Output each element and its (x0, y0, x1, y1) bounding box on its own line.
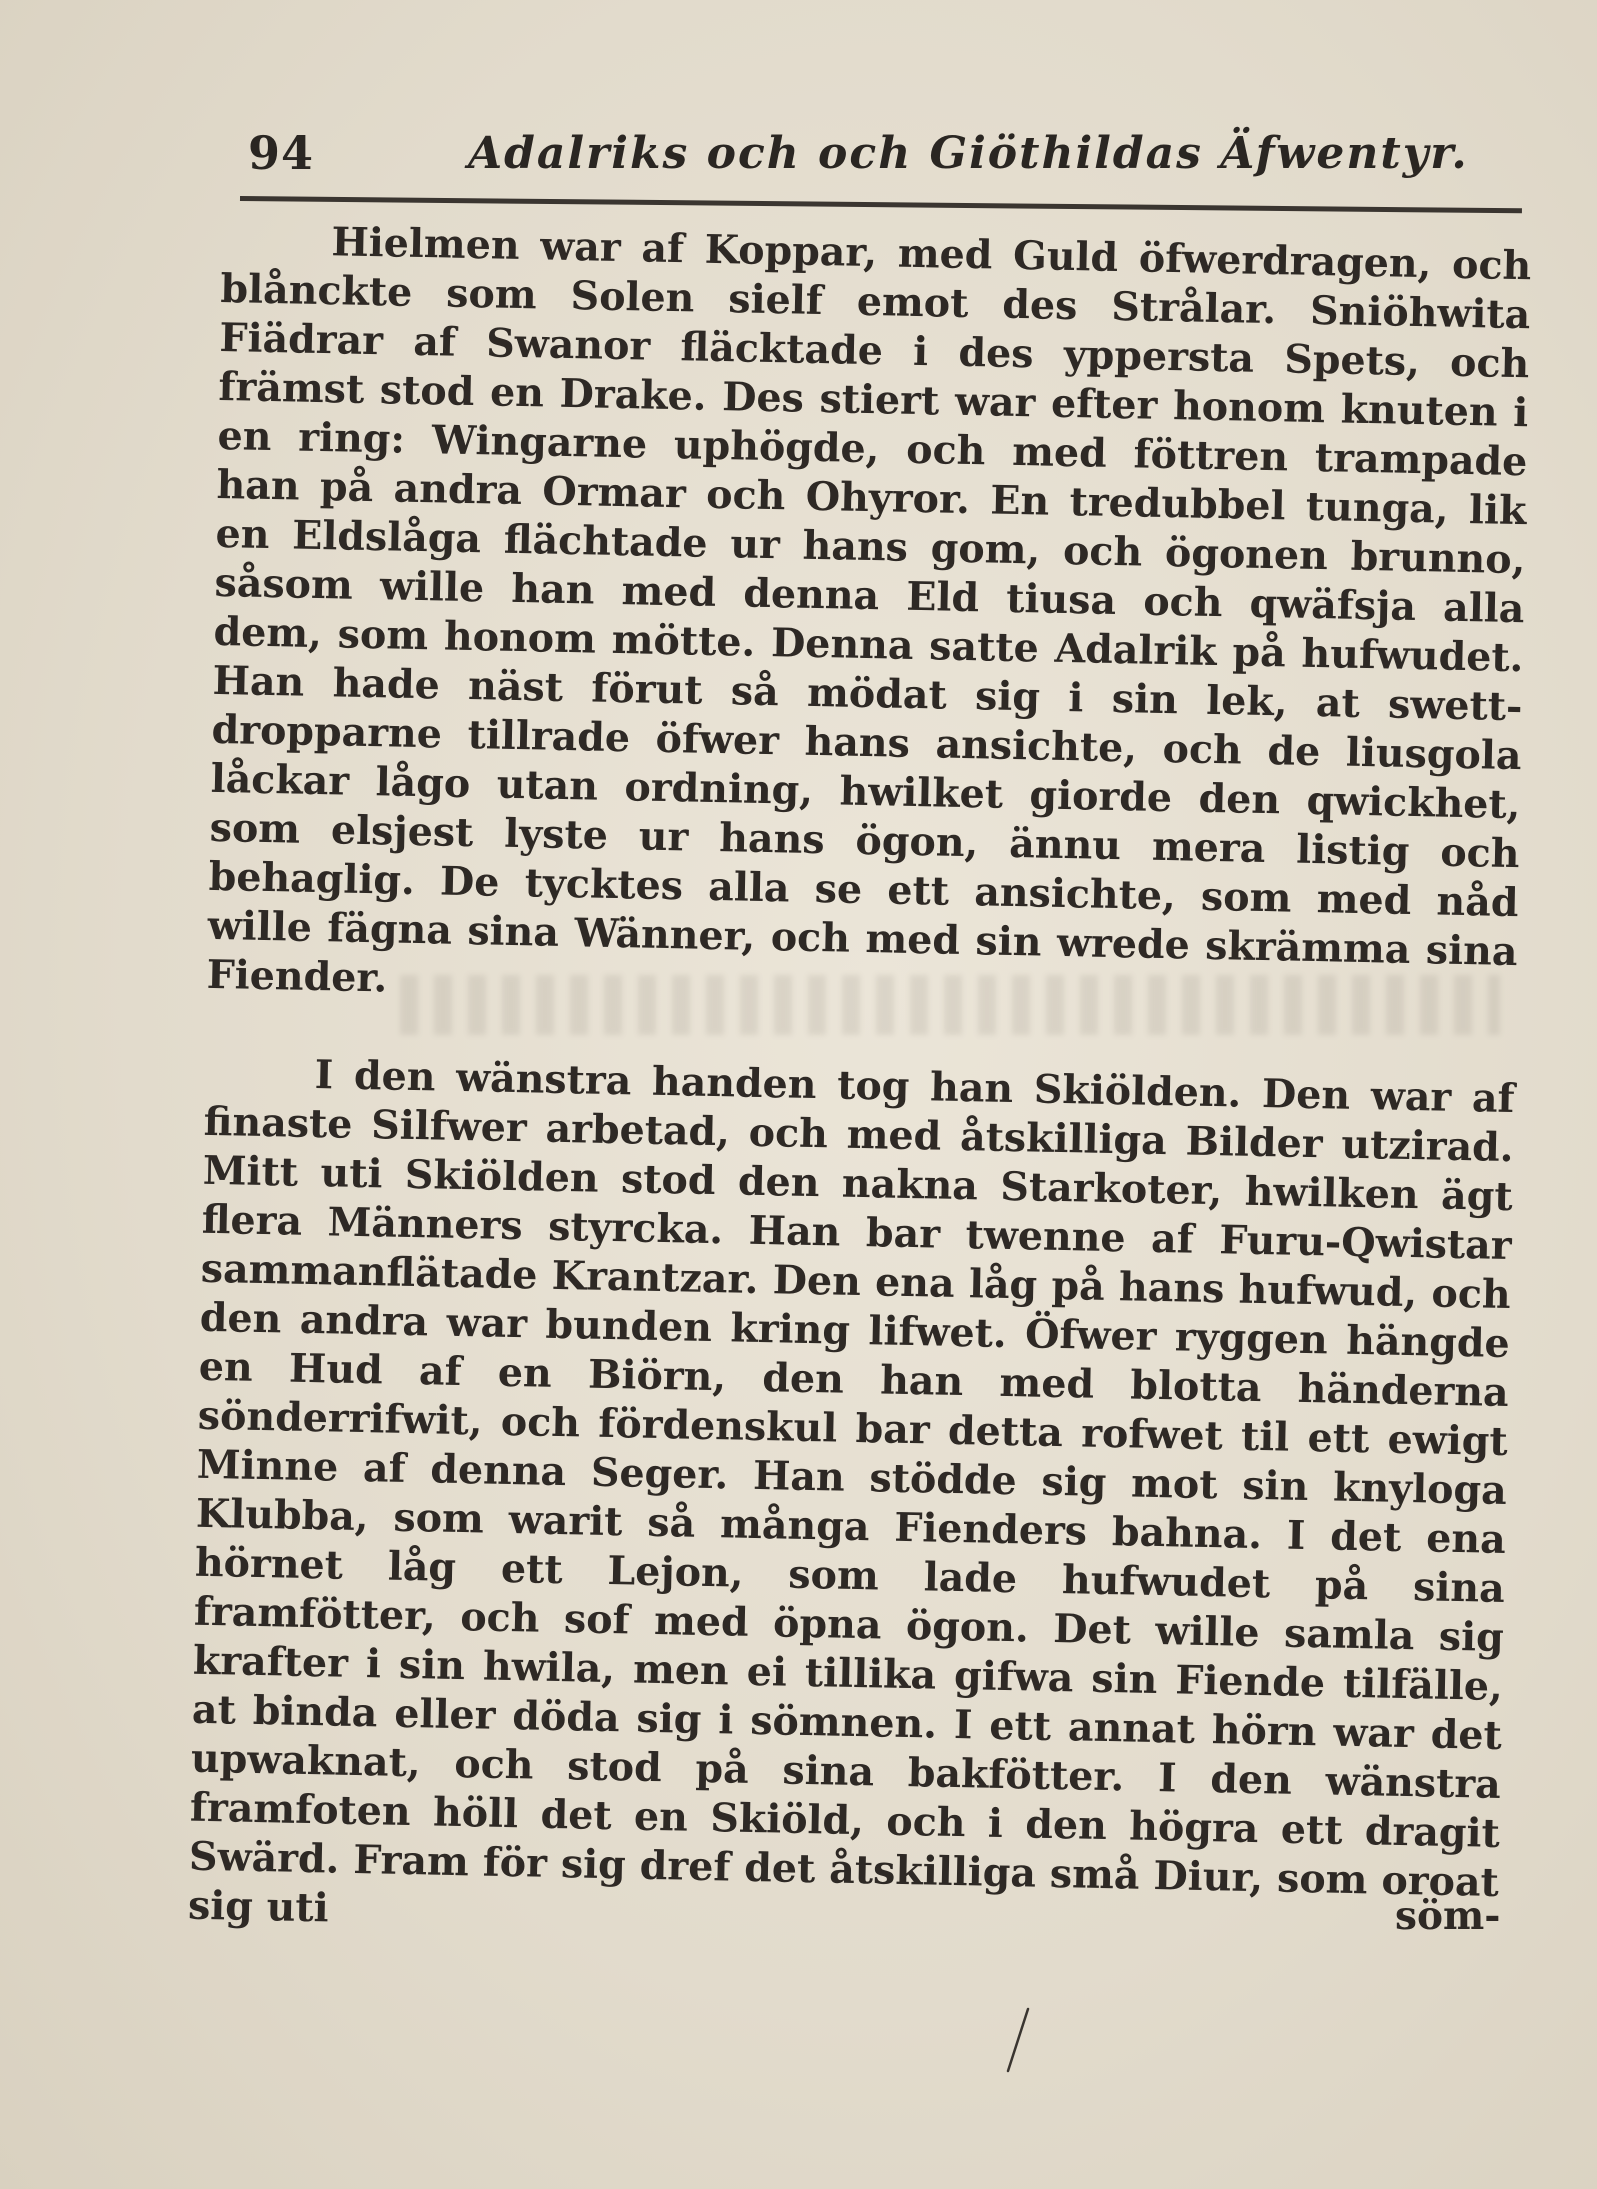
paragraph-2: I den wänstra handen tog han Skiölden. Den war af finaste Silfwer arbetad, och med åtskilliga Bilder utzirad. Mitt uti Skiölden stod den nakna Starkoter, hwilken ägt flera Männers styrcka. Han bar twenne af Furu-Qwistar sammanflätade Krantzar. Den ena låg på hans hufwud, och den andra war bunden kring lifwet. Öfwer ryggen hängde en Hud af en Biörn, den han med blotta händerna sönderrifwit, och fördenskul bar detta rofwet til ett ewigt Minne af denna Seger. Han stödde sig mot sin knyloga Klubba, som warit så många Fienders bahna. I det ena hörnet låg ett Lejon, som lade hufwudet på sina framfötter, och sof med öpna ögon. Det wille samla sig krafter i sin hwila, men ei tillika gifwa sin Fiende tilfälle, at binda eller döda sig i sömnen. I ett annat hörn war det upwaknat, och stod på sina bakfötter. I den wänstra framfoten höll det en Skiöld, och i den högra ett dragit Swärd. Fram för sig dref det åtskilliga små Diur, som oroat sig uti (187, 1052, 1515, 1932)
pen-mark (998, 2005, 1038, 2075)
page-number: 94 (248, 126, 315, 180)
catchword: söm- (1395, 1893, 1501, 1939)
running-title: Adalriks och och Giöthildas Äfwentyr. (468, 128, 1469, 179)
paragraph-1: Hielmen war af Koppar, med Guld öfwerdragen, och blånckte som Solen sielf emot des Strålar. Sniöhwita Fiädrar af Swanor fläcktade i des yppersta Spets, och främst stod en Drake. Des stiert war efter honom knuten i en ring: Wingarne uphögde, och med föttren trampade han på andra Ormar och Ohyror. En tredubbel tunga, lik en Eldslåga flächtade ur hans gom, och ögonen brunno, såsom wille han med denna Eld tiusa och qwäfsja alla dem, som honom mötte. Denna satte Adalrik på hufwudet. Han hade näst förut så mödat sig i sin lek, at swett-dropparne tillrade öfwer hans ansichte, och de liusgola låckar lågo utan ordning, hwilket giorde den qwickhet, som elsjest lyste ur hans ögon, ännu mera listig och behaglig. De tycktes alla se ett ansichte, som med nåd wille fägna sina Wänner, och med sin wrede skrämma sina Fiender. (206, 219, 1532, 1002)
page-header (248, 118, 1518, 188)
header-rule (240, 196, 1522, 213)
body-text (188, 216, 1532, 1957)
